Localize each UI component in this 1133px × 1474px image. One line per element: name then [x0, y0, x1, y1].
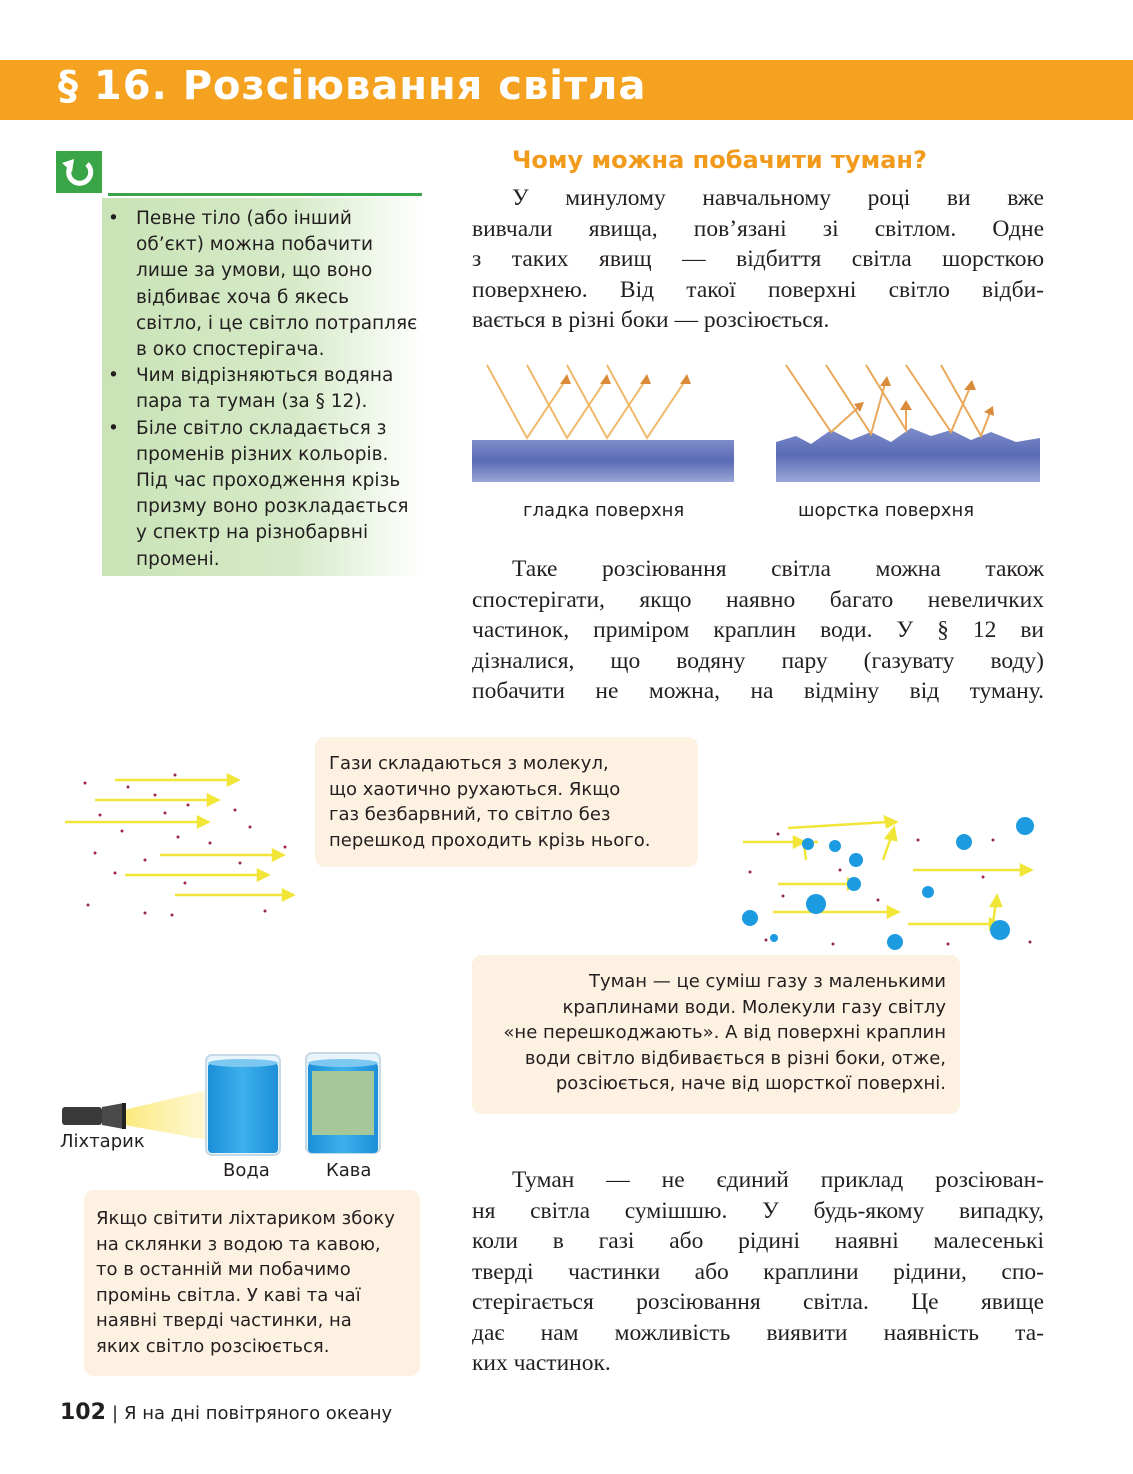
paragraph-line: спостерігати, якщо наявно багато невеличких [472, 586, 1044, 613]
water-label: Вода [223, 1160, 270, 1181]
rough-surface-illustration [776, 360, 1040, 482]
note-line: Якщо світити ліхтариком збоку [96, 1208, 395, 1229]
note-line: розсіюється, наче від шорсткої поверхні. [555, 1073, 946, 1095]
scatter-paragraph [472, 554, 1044, 707]
recall-list [102, 206, 422, 573]
recall-line-text: у спектр на різнобарвні [136, 522, 369, 544]
recall-line-text: променів різних кольорів. [136, 443, 389, 465]
paragraph-line: вається в різні боки — розсіюється. [472, 307, 830, 333]
paragraph-line: Туман — не єдиний приклад розсіюван- [512, 1167, 1044, 1193]
paragraph-line: дізналися, що водяну пару (газувату воду) [472, 647, 1044, 674]
note-line: Гази складаються з молекул, [329, 753, 609, 774]
smooth-surface-caption: гладка поверхня [523, 500, 685, 521]
note-line: Туман — це суміш газу з маленькими [589, 971, 946, 992]
note-line: «не перешкоджають». А від поверхні краплин [503, 1022, 946, 1044]
chapter-name: Я на дні повітряного океану [124, 1403, 393, 1424]
recall-line-text: призму воно розкладається [136, 496, 409, 518]
gas-note [315, 737, 698, 867]
section-heading: Чому можна побачити туман? [512, 146, 927, 174]
fog-droplets-illustration [738, 812, 1038, 954]
recall-item: • Чим відрізняються водяна пара та туман (за § 12). [108, 365, 394, 413]
footer-separator: | [111, 1403, 119, 1424]
recall-line-text: Біле світло складається з [136, 417, 387, 439]
fog-note [472, 955, 960, 1114]
paragraph-line: ких частинок. [472, 1350, 611, 1376]
recall-line-text: відбиває хоча б якесь [136, 286, 350, 308]
recall-divider [108, 193, 422, 196]
page-number: 102 [60, 1400, 106, 1425]
note-line: краплинами води. Молекули газу світлу [562, 996, 946, 1018]
water-glass [206, 1055, 280, 1155]
paragraph-line: вивчали явища, пов’язані зі світлом. Одне [472, 215, 1044, 242]
gas-molecules-illustration [60, 765, 300, 925]
recall-line-text: об’єкт) можна побачити [136, 234, 373, 256]
paragraph-line: з таких явищ — відбиття світла шорсткою [472, 246, 1044, 272]
recall-item: • Біле світло складається з променів різних кольорів. Під час проходження крізь призму воно розкладається у спектр на різнобарвні промені. [108, 417, 409, 570]
recall-line-text: Певне тіло (або інший [136, 208, 352, 229]
recall-box [102, 198, 422, 576]
paragraph-line: поверхнею. Від такої поверхні світло відби- [472, 276, 1044, 303]
note-line: газ безбарвний, то світло без [329, 804, 611, 826]
paragraph-line: стерігається розсіювання світла. Це явище [472, 1289, 1044, 1315]
note-line: перешкод проходить крізь нього. [329, 829, 651, 851]
note-line: води світло відбивається в різні боки, отже, [524, 1047, 946, 1069]
paragraph-line: коли в газі або рідині наявні малесенькі [472, 1228, 1044, 1254]
paragraph-line: дає нам можливість виявити наявність та- [472, 1319, 1044, 1346]
recall-line-text: пара та туман (за § 12). [136, 391, 368, 413]
page-footer [60, 1400, 392, 1425]
recall-line-text: в око спостерігача. [136, 339, 325, 361]
recall-line-text: Чим відрізняються водяна [136, 365, 394, 387]
flashlight-note [84, 1190, 420, 1376]
rough-surface-caption: шорстка поверхня [798, 500, 975, 521]
note-line: що хаотично рухаються. Якщо [329, 778, 621, 800]
smooth-surface-illustration [472, 360, 734, 482]
note-line: промінь світла. У каві та чаї [96, 1284, 361, 1306]
recall-line-text: промені. [136, 548, 220, 570]
page-title: § 16. Розсіювання світла [58, 63, 647, 109]
note-line: яких світло розсіюється. [96, 1335, 330, 1357]
recall-item: • Певне тіло (або інший об’єкт) можна побачити лише за умови, що воно відбиває хоча б якесь світло, і це світло потрапляє в око спостерігача. [108, 208, 418, 361]
coffee-label: Кава [326, 1160, 372, 1181]
flashlight-label: Ліхтарик [60, 1131, 145, 1152]
note-line: то в останній ми побачимо [96, 1259, 351, 1281]
undo-arrow-icon [56, 151, 102, 193]
paragraph-line: частинок, приміром краплин води. У § 12 ви [472, 617, 1044, 643]
recall-line-text: світло, і це світло потрапляє [136, 312, 418, 334]
paragraph-line: У минулому навчальному році ви вже [512, 185, 1044, 211]
note-line: наявні тверді частинки, на [96, 1310, 352, 1332]
paragraph-line: тверді частинки або краплини рідини, спо- [472, 1258, 1044, 1285]
paragraph-line: побачити не можна, на відміну від туману. [472, 678, 1044, 704]
flashlight-icon [62, 1103, 126, 1129]
coffee-glass [306, 1053, 380, 1153]
paragraph-line: Таке розсіювання світла можна також [512, 556, 1044, 582]
intro-paragraph [472, 183, 1044, 336]
recall-line-text: лише за умови, що воно [136, 260, 373, 282]
conclusion-paragraph [472, 1165, 1044, 1379]
recall-line-text: Під час проходження крізь [136, 470, 401, 492]
note-line: на склянки з водою та кавою, [96, 1233, 381, 1255]
paragraph-line: ня світла сумішшю. У будь-якому випадку, [472, 1197, 1044, 1224]
